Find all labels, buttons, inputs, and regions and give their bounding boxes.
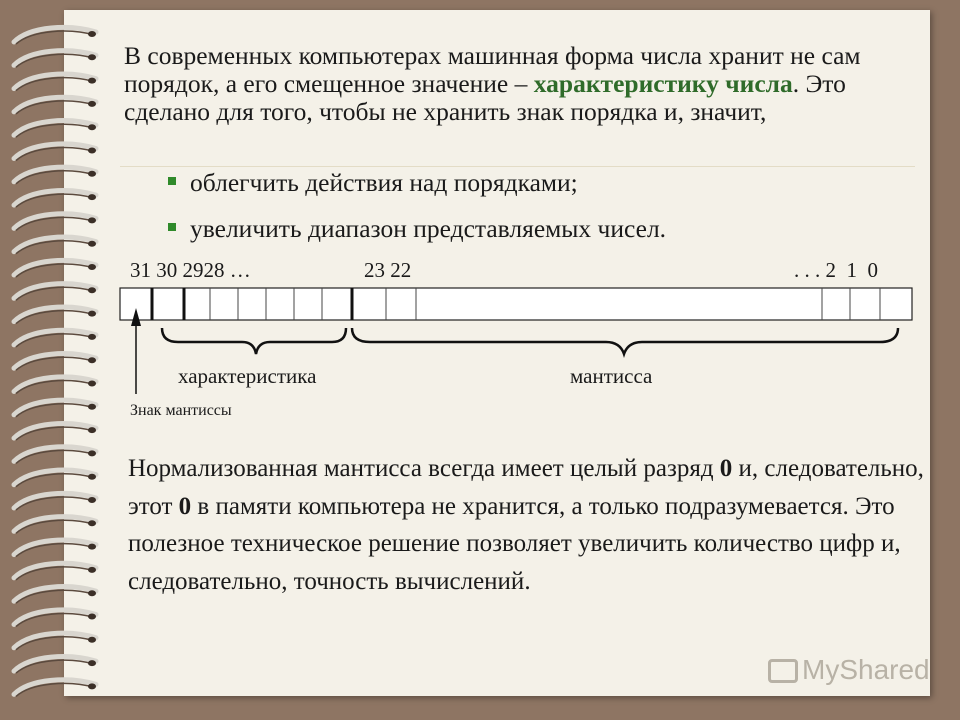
bullet-item-2 [168,214,666,244]
spiral-hole [88,148,96,154]
spiral-ring [14,424,96,439]
intro-after: . Это сделано для того, чтобы не хранить знак порядка и, значит, [124,69,846,126]
spiral-hole [88,660,96,666]
bit-numbers-mid: 23 22 [364,258,412,282]
spiral-ring [14,144,96,159]
bullet-marker-icon [168,177,176,185]
bit-numbers-right: . . . 2 1 0 [794,258,878,282]
spiral-hole [88,31,96,37]
spiral-ring [14,447,96,462]
spiral-hole [88,264,96,270]
label-characteristic: характеристика [178,364,317,388]
spiral-ring [14,121,96,136]
spiral-hole [88,241,96,247]
spiral-hole [88,171,96,177]
spiral-ring [14,354,96,369]
spiral-hole [88,124,96,130]
spiral-ring [14,191,96,206]
spiral-ring [14,214,96,229]
spiral-hole [88,357,96,363]
normalized-mantissa-paragraph [128,450,928,600]
spiral-ring [14,97,96,112]
spiral-hole [88,590,96,596]
spiral-hole [88,334,96,340]
spiral-hole [88,194,96,200]
spiral-hole [88,404,96,410]
spiral-ring [14,237,96,252]
spiral-ring [14,680,96,695]
spiral-ring [14,517,96,532]
watermark-text: MyShared [802,654,930,685]
spiral-hole [88,54,96,60]
bullet-item-1 [168,168,578,198]
spiral-hole [88,520,96,526]
spiral-ring [14,74,96,89]
spiral-hole [88,497,96,503]
spiral-hole [88,101,96,107]
spiral-hole [88,381,96,387]
spiral-ring [14,587,96,602]
bit-numbers-left: 31 30 2928 … [130,258,251,282]
spiral-ring [14,540,96,555]
spiral-ring [14,400,96,415]
spiral-ring [14,307,96,322]
bullet-text-2: увеличить диапазон представляемых чисел. [190,214,667,243]
para-part3: в памяти компьютера не хранится, а только подразумевается. Это полезное техническое решение позволяет увеличить количество цифр и, следовательно, точность вычислений. [128,492,901,595]
divider-line [120,166,915,167]
spiral-hole [88,474,96,480]
bullet-marker-icon [168,223,176,231]
spiral-hole [88,614,96,620]
spiral-ring [14,260,96,275]
spiral-ring [14,51,96,66]
spiral-ring [14,493,96,508]
spiral-hole [88,311,96,317]
spiral-ring [14,563,96,578]
label-sign-mantissa: Знак мантиссы [130,402,232,419]
spiral-ring [14,377,96,392]
para-part2: и, следовательно, этот [128,455,924,520]
spiral-ring [14,657,96,672]
myshared-logo-icon [768,659,798,683]
intro-before: В современных компьютерах машинная форма числа хранит не сам порядок, а его смещенное значение – [124,41,861,98]
spiral-binding [0,0,110,720]
spiral-ring [14,330,96,345]
spiral-hole [88,637,96,643]
intro-text [124,42,914,126]
spiral-ring [14,284,96,299]
spiral-ring [14,27,96,42]
para-part1: Нормализованная мантисса всегда имеет целый разряд [128,455,720,482]
spiral-ring [14,167,96,182]
intro-highlight: характеристику числа [533,69,793,98]
spiral-hole [88,450,96,456]
spiral-ring [14,633,96,648]
spiral-hole [88,544,96,550]
bullet-text-1: облегчить действия над порядками; [190,168,578,197]
para-zero1: 0 [719,455,733,482]
para-zero2: 0 [178,492,192,520]
spiral-hole [88,567,96,573]
spiral-hole [88,287,96,293]
spiral-hole [88,427,96,433]
spiral-ring [14,470,96,485]
spiral-hole [88,78,96,84]
spiral-hole [88,683,96,689]
spiral-hole [88,217,96,223]
spiral-ring [14,610,96,625]
watermark [768,654,930,686]
label-mantissa: мантисса [570,364,653,388]
